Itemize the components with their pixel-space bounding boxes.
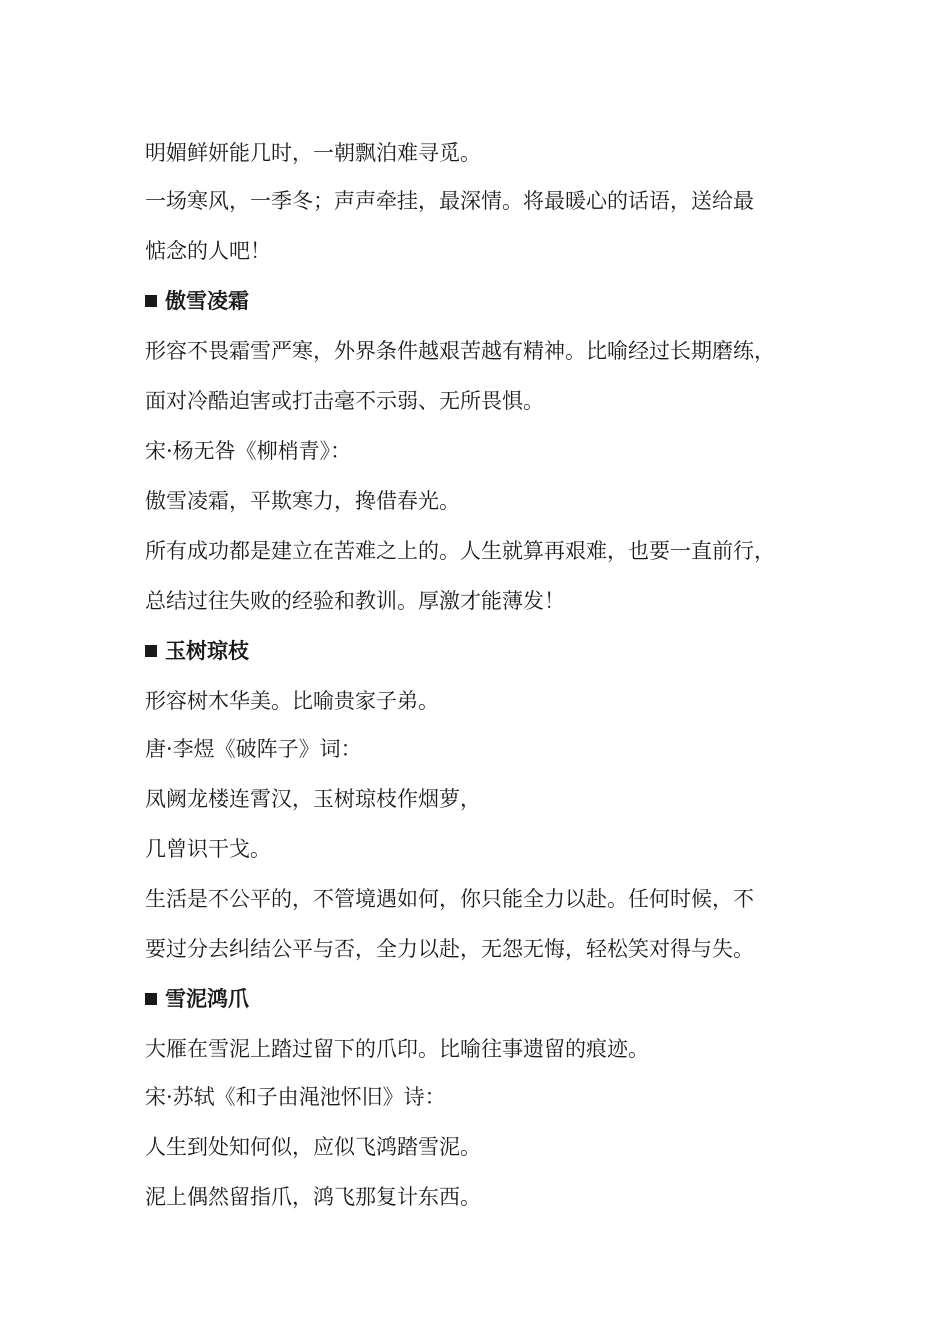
source-citation: 唐·李煜《破阵子》词： xyxy=(145,737,362,761)
poem-line: 凤阙龙楼连霄汉，玉树琼枝作烟萝， xyxy=(145,787,481,811)
section-title: 傲雪凌霜 xyxy=(165,288,249,313)
source-citation: 宋·杨无咎《柳梢青》： xyxy=(145,439,352,463)
paragraph-line: 面对冷酷迫害或打击毫不示弱、无所畏惧。 xyxy=(145,389,544,413)
section-heading-1 xyxy=(145,286,845,316)
paragraph-line: 要过分去纠结公平与否，全力以赴，无怨无悔，轻松笑对得与失。 xyxy=(145,937,754,961)
section-title: 雪泥鸿爪 xyxy=(165,986,249,1011)
poem-line: 泥上偶然留指爪，鸿飞那复计东西。 xyxy=(145,1185,481,1209)
paragraph-line: 生活是不公平的，不管境遇如何，你只能全力以赴。任何时候，不 xyxy=(145,887,754,911)
square-bullet-icon xyxy=(145,645,157,657)
section-heading-3 xyxy=(145,984,845,1014)
intro-line-2: 一场寒风，一季冬；声声牵挂，最深情。将最暖心的话语，送给最 xyxy=(145,189,754,213)
square-bullet-icon xyxy=(145,295,157,307)
paragraph-line: 所有成功都是建立在苦难之上的。人生就算再艰难，也要一直前行， xyxy=(145,539,775,563)
poem-line: 傲雪凌霜，平欺寒力，搀借春光。 xyxy=(145,489,460,513)
intro-line-3: 惦念的人吧！ xyxy=(145,239,271,263)
intro-line-1: 明媚鲜妍能几时，一朝飘泊难寻觅。 xyxy=(145,141,481,165)
poem-line: 人生到处知何似，应似飞鸿踏雪泥。 xyxy=(145,1135,481,1159)
source-citation: 宋·苏轼《和子由渑池怀旧》诗： xyxy=(145,1085,446,1109)
section-title: 玉树琼枝 xyxy=(165,638,249,663)
poem-line: 几曾识干戈。 xyxy=(145,837,271,861)
paragraph-line: 大雁在雪泥上踏过留下的爪印。比喻往事遗留的痕迹。 xyxy=(145,1037,649,1061)
paragraph-line: 总结过往失败的经验和教训。厚激才能薄发！ xyxy=(145,589,565,613)
square-bullet-icon xyxy=(145,993,157,1005)
paragraph-line: 形容树木华美。比喻贵家子弟。 xyxy=(145,689,439,713)
section-heading-2 xyxy=(145,636,845,666)
paragraph-line: 形容不畏霜雪严寒，外界条件越艰苦越有精神。比喻经过长期磨练， xyxy=(145,339,775,363)
